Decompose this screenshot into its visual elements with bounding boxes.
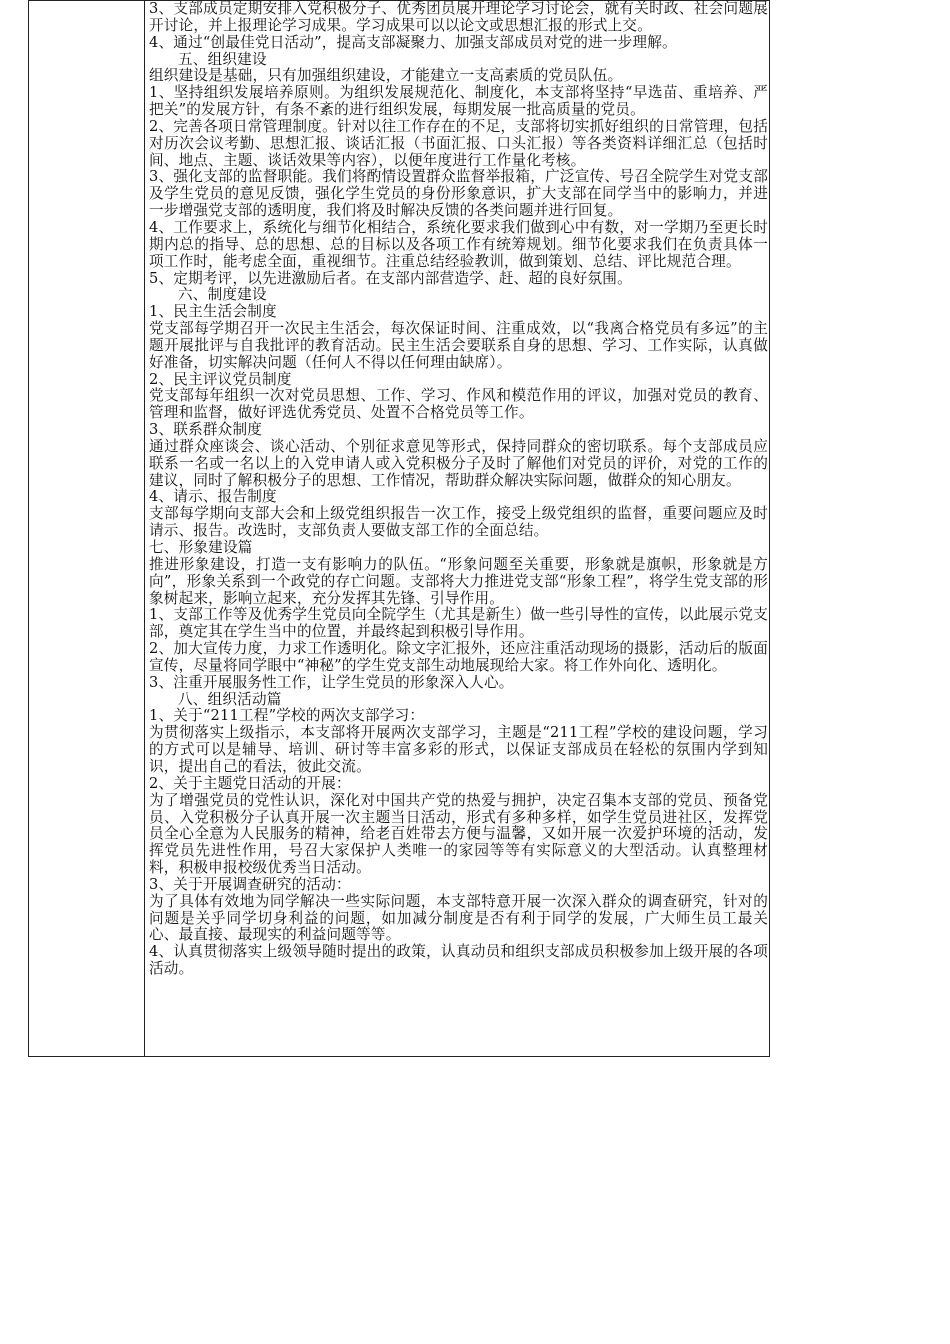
paragraph: 2、关于主题党日活动的开展：	[149, 774, 351, 792]
table-row	[29, 1, 770, 1057]
paragraph: 推进形象建设，打造一支有影响力的队伍。“形象问题至关重要，形象就是旗帜，形象就是方向”，形象关系到一个政党的存亡问题。支部将大力推进党支部“形象工程”，将学生党支部的形象树起来，影响立起来，充分发挥其先锋、引导作用。	[149, 555, 768, 607]
paragraph: 3、注重开展服务性工作，让学生党员的形象深入人心。	[149, 673, 514, 691]
paragraph: 为了增强党员的党性认识，深化对中国共产党的热爱与拥护，决定召集本支部的党员、预备党员、入党积极分子认真开展一次主题当日活动，形式有多种多样，如学生党员进社区，发挥党员全心全意为人民服务的精神，给老百姓带去方便与温馨，又如开展一次爱护环境的活动，发挥党员先进性作用，号召大家保护人类唯一的家园等等有实际意义的大型活动。认真整理材料，积极申报校级优秀当日活动。	[149, 791, 768, 877]
paragraph: 2、民主评议党员制度	[149, 370, 292, 388]
label-column-cell	[29, 1, 145, 1057]
section-heading: 六、制度建设	[178, 286, 267, 304]
paragraph: 5、定期考评，以先进激励后者。在支部内部营造学、赶、超的良好氛围。	[149, 269, 632, 287]
document-table	[28, 0, 770, 1057]
paragraph: 通过群众座谈会、谈心活动、个别征求意见等形式，保持同群众的密切联系。每个支部成员应联系一名或一名以上的入党申请人或入党积极分子及时了解他们对党员的评价，对党的工作的建议，同时了解积极分子的思想、工作情况，帮助群众解决实际问题，做群众的知心朋友。	[149, 437, 768, 489]
paragraph: 4、通过“创最佳党日活动”，提高支部凝聚力、加强支部成员对党的进一步理解。	[149, 33, 677, 51]
section-heading: 五、组织建设	[178, 50, 267, 68]
document-body	[145, 1, 769, 978]
section-heading: 八、组织活动篇	[178, 690, 282, 708]
paragraph: 4、请示、报告制度	[149, 488, 277, 506]
paragraph: 党支部每年组织一次对党员思想、工作、学习、作风和模范作用的评议，加强对党员的教育、管理和监督，做好评选优秀党员、处置不合格党员等工作。	[149, 387, 768, 422]
paragraph: 1、坚持组织发展培养原则。为组织发展规范化、制度化，本支部将坚持“早选苗、重培养、严把关”的发展方针，有条不紊的进行组织发展，每期发展一批高质量的党员。	[149, 84, 768, 119]
paragraph: 3、强化支部的监督职能。我们将酌情设置群众监督举报箱，广泛宣传、号召全院学生对党支部及学生党员的意见反馈，强化学生党员的身份形象意识，扩大支部在同学当中的影响力，并进一步增强党支部的透明度，我们将及时解决反馈的各类问题并进行回复。	[149, 168, 768, 220]
paragraph: 1、民主生活会制度	[149, 303, 277, 321]
paragraph: 3、支部成员定期安排入党积极分子、优秀团员展开理论学习讨论会，就有关时政、社会问题展开讨论，并上报理论学习成果。学习成果可以以论文或思想汇报的形式上交。	[149, 0, 768, 34]
paragraph: 七、形象建设篇	[149, 539, 253, 556]
paragraph: 2、完善各项日常管理制度。针对以往工作存在的不足，支部将切实抓好组织的日常管理，包括对历次会议考勤、思想汇报、谈话汇报（书面汇报、口头汇报）等各类资料详细汇总（包括时间、地点、主题、谈话效果等内容），以便年度进行工作量化考核。	[149, 117, 768, 169]
paragraph: 4、认真贯彻落实上级领导随时提出的政策，认真动员和组织支部成员积极参加上级开展的各项活动。	[149, 943, 768, 978]
content-column-cell	[145, 1, 770, 1057]
paragraph: 1、关于“211工程”学校的两次支部学习：	[149, 707, 425, 725]
paragraph: 党支部每学期召开一次民主生活会，每次保证时间、注重成效，以“我离合格党员有多远”的主题开展批评与自我批评的教育活动。民主生活会要联系自身的思想、学习、工作实际，认真做好准备，切实解决问题（任何人不得以任何理由缺席）。	[149, 320, 768, 371]
paragraph: 为了具体有效地为同学解决一些实际问题，本支部特意开展一次深入群众的调查研究，针对的问题是关乎同学切身利益的问题，如加减分制度是否有利于同学的发展，广大师生员工最关心、最直接、最现实的利益问题等等。	[149, 892, 768, 944]
paragraph: 3、关于开展调查研究的活动：	[149, 875, 351, 893]
paragraph: 3、联系群众制度	[149, 421, 263, 439]
paragraph: 组织建设是基础，只有加强组织建设，才能建立一支高素质的党员队伍。	[149, 67, 623, 85]
paragraph: 4、工作要求上，系统化与细节化相结合，系统化要求我们做到心中有数，对一学期乃至更长时期内总的指导、总的思想、总的目标以及各项工作有统筹规划。细节化要求我们在负责具体一项工作时，能考虑全面，重视细节。注重总结经验教训，做到策划、总结、评比规范合理。	[149, 218, 768, 270]
paragraph: 支部每学期向支部大会和上级党组织报告一次工作，接受上级党组织的监督，重要问题应及时请示、报告。改选时，支部负责人要做支部工作的全面总结。	[149, 505, 768, 540]
paragraph: 2、加大宣传力度，力求工作透明化。除文字汇报外，还应注重活动现场的摄影，活动后的版面宣传，尽量将同学眼中“神秘”的学生党支部生动地展现给大家。将工作外向化、透明化。	[149, 640, 768, 674]
paragraph: 1、支部工作等及优秀学生党员向全院学生（尤其是新生）做一些引导性的宣传，以此展示党支部，奠定其在学生当中的位置，并最终起到积极引导作用。	[149, 606, 768, 641]
paragraph: 为贯彻落实上级指示，本支部将开展两次支部学习，主题是“211工程”学校的建设问题，学习的方式可以是辅导、培训、研讨等丰富多彩的形式，以保证支部成员在轻松的氛围内学到知识，提出自己的看法，彼此交流。	[149, 724, 768, 775]
